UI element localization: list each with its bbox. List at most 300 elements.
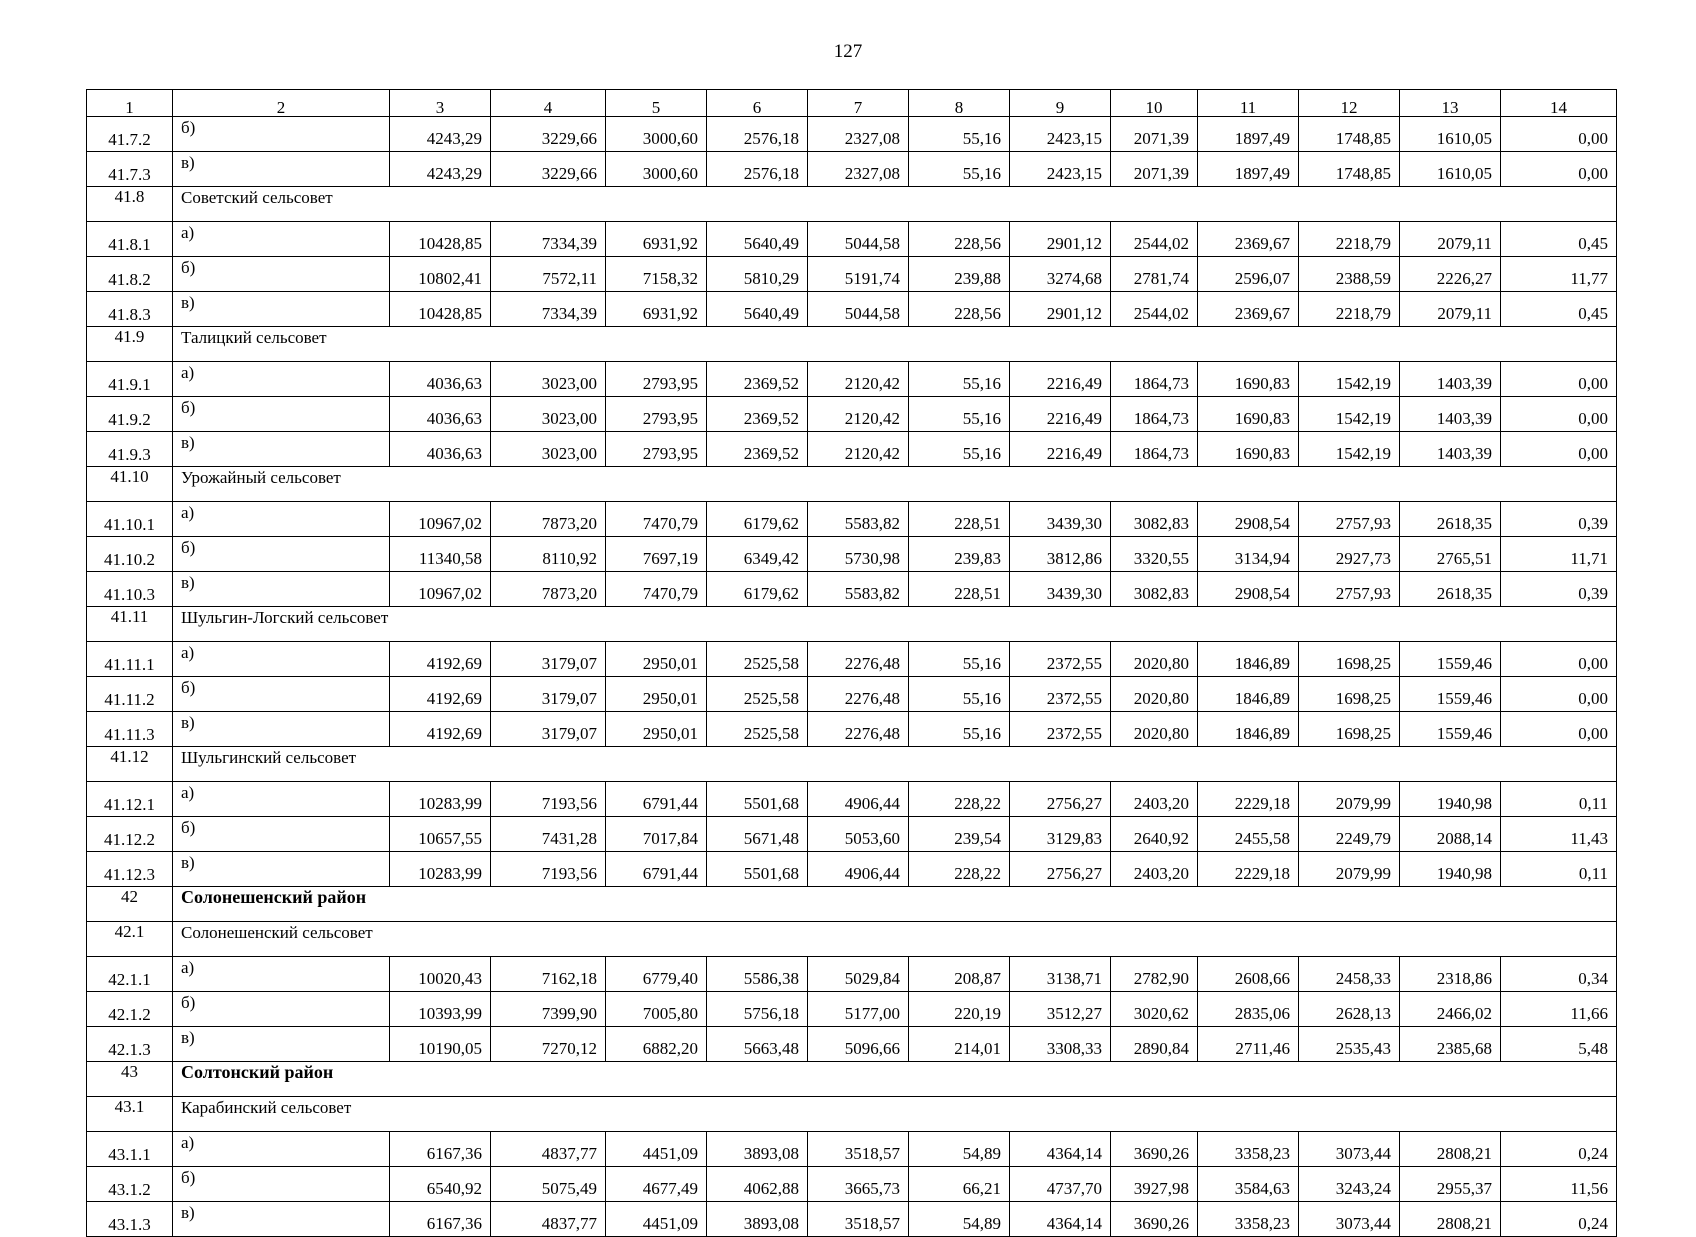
value-cell: 2369,52: [707, 397, 808, 432]
value-cell: 3179,07: [491, 712, 606, 747]
value-cell: 4243,29: [390, 152, 491, 187]
value-cell: 1403,39: [1400, 362, 1501, 397]
value-cell: 10190,05: [390, 1027, 491, 1062]
value-cell: 2901,12: [1010, 222, 1111, 257]
council-title: Советский сельсовет: [173, 187, 1617, 222]
table-row: [87, 292, 1617, 327]
column-header: 9: [1010, 90, 1111, 117]
value-cell: 2950,01: [606, 642, 707, 677]
value-cell: 2369,67: [1198, 222, 1299, 257]
table-row: [87, 1027, 1617, 1062]
value-cell: 7873,20: [491, 572, 606, 607]
value-cell: 3073,44: [1299, 1132, 1400, 1167]
council-row: [87, 327, 1617, 362]
value-cell: 2120,42: [808, 362, 909, 397]
value-cell: 6179,62: [707, 502, 808, 537]
value-cell: 4451,09: [606, 1202, 707, 1237]
value-cell: 3134,94: [1198, 537, 1299, 572]
value-cell: 239,83: [909, 537, 1010, 572]
value-cell: 5,48: [1501, 1027, 1617, 1062]
value-cell: 2908,54: [1198, 572, 1299, 607]
table-row: [87, 817, 1617, 852]
value-cell: 5053,60: [808, 817, 909, 852]
value-cell: 2835,06: [1198, 992, 1299, 1027]
value-cell: 2927,73: [1299, 537, 1400, 572]
row-code: 41.11: [87, 607, 173, 642]
value-cell: 7193,56: [491, 782, 606, 817]
value-cell: 1864,73: [1111, 432, 1198, 467]
value-cell: 10283,99: [390, 782, 491, 817]
value-cell: 11,71: [1501, 537, 1617, 572]
value-cell: 6167,36: [390, 1202, 491, 1237]
value-cell: 11,43: [1501, 817, 1617, 852]
table-row: [87, 677, 1617, 712]
value-cell: 2908,54: [1198, 502, 1299, 537]
column-header: 10: [1111, 90, 1198, 117]
value-cell: 4364,14: [1010, 1202, 1111, 1237]
value-cell: 7193,56: [491, 852, 606, 887]
value-cell: 2525,58: [707, 677, 808, 712]
value-cell: 1698,25: [1299, 712, 1400, 747]
value-cell: 5640,49: [707, 292, 808, 327]
row-code: 43.1.1: [87, 1132, 173, 1167]
value-cell: 10657,55: [390, 817, 491, 852]
value-cell: 2423,15: [1010, 117, 1111, 152]
value-cell: 2544,02: [1111, 292, 1198, 327]
value-cell: 4036,63: [390, 397, 491, 432]
district-row: [87, 887, 1617, 922]
value-cell: 2120,42: [808, 432, 909, 467]
row-code: 43.1.2: [87, 1167, 173, 1202]
value-cell: 1610,05: [1400, 152, 1501, 187]
value-cell: 3439,30: [1010, 572, 1111, 607]
header-row: [87, 90, 1617, 117]
value-cell: 3927,98: [1111, 1167, 1198, 1202]
council-row: [87, 747, 1617, 782]
value-cell: 228,22: [909, 782, 1010, 817]
value-cell: 2793,95: [606, 397, 707, 432]
value-cell: 2020,80: [1111, 642, 1198, 677]
council-row: [87, 467, 1617, 502]
value-cell: 5075,49: [491, 1167, 606, 1202]
value-cell: 3229,66: [491, 152, 606, 187]
value-cell: 10428,85: [390, 222, 491, 257]
value-cell: 1864,73: [1111, 397, 1198, 432]
row-label: а): [173, 957, 390, 992]
value-cell: 5810,29: [707, 257, 808, 292]
column-header: 14: [1501, 90, 1617, 117]
value-cell: 2216,49: [1010, 397, 1111, 432]
value-cell: 5501,68: [707, 782, 808, 817]
value-cell: 2079,11: [1400, 222, 1501, 257]
table-row: [87, 257, 1617, 292]
value-cell: 2216,49: [1010, 362, 1111, 397]
row-code: 41.9.2: [87, 397, 173, 432]
value-cell: 2640,92: [1111, 817, 1198, 852]
value-cell: 3023,00: [491, 362, 606, 397]
value-cell: 2596,07: [1198, 257, 1299, 292]
council-title: Урожайный сельсовет: [173, 467, 1617, 502]
value-cell: 1559,46: [1400, 642, 1501, 677]
value-cell: 11,56: [1501, 1167, 1617, 1202]
value-cell: 2756,27: [1010, 852, 1111, 887]
council-title: Шульгин-Логский сельсовет: [173, 607, 1617, 642]
district-title: Солонешенский район: [173, 887, 1617, 922]
row-code: 41.8.1: [87, 222, 173, 257]
value-cell: 2327,08: [808, 152, 909, 187]
column-header: 1: [87, 90, 173, 117]
value-cell: 7005,80: [606, 992, 707, 1027]
value-cell: 2901,12: [1010, 292, 1111, 327]
value-cell: 2229,18: [1198, 782, 1299, 817]
council-title: Талицкий сельсовет: [173, 327, 1617, 362]
value-cell: 55,16: [909, 677, 1010, 712]
value-cell: 228,56: [909, 292, 1010, 327]
value-cell: 2020,80: [1111, 677, 1198, 712]
value-cell: 7158,32: [606, 257, 707, 292]
value-cell: 3082,83: [1111, 502, 1198, 537]
value-cell: 2218,79: [1299, 222, 1400, 257]
value-cell: 2079,99: [1299, 852, 1400, 887]
column-header: 13: [1400, 90, 1501, 117]
value-cell: 2955,37: [1400, 1167, 1501, 1202]
value-cell: 3690,26: [1111, 1202, 1198, 1237]
value-cell: 4364,14: [1010, 1132, 1111, 1167]
value-cell: 10020,43: [390, 957, 491, 992]
row-code: 42: [87, 887, 173, 922]
value-cell: 4837,77: [491, 1202, 606, 1237]
row-label: б): [173, 992, 390, 1027]
row-label: а): [173, 222, 390, 257]
value-cell: 6179,62: [707, 572, 808, 607]
value-cell: 10283,99: [390, 852, 491, 887]
table-row: [87, 152, 1617, 187]
value-cell: 2372,55: [1010, 677, 1111, 712]
value-cell: 214,01: [909, 1027, 1010, 1062]
row-label: б): [173, 117, 390, 152]
value-cell: 1864,73: [1111, 362, 1198, 397]
value-cell: 6882,20: [606, 1027, 707, 1062]
value-cell: 3000,60: [606, 152, 707, 187]
table-row: [87, 362, 1617, 397]
value-cell: 3812,86: [1010, 537, 1111, 572]
value-cell: 2369,67: [1198, 292, 1299, 327]
value-cell: 3320,55: [1111, 537, 1198, 572]
value-cell: 2120,42: [808, 397, 909, 432]
value-cell: 2276,48: [808, 712, 909, 747]
value-cell: 1610,05: [1400, 117, 1501, 152]
value-cell: 2226,27: [1400, 257, 1501, 292]
value-cell: 4243,29: [390, 117, 491, 152]
value-cell: 0,39: [1501, 502, 1617, 537]
value-cell: 10802,41: [390, 257, 491, 292]
value-cell: 1690,83: [1198, 432, 1299, 467]
value-cell: 2079,99: [1299, 782, 1400, 817]
value-cell: 7470,79: [606, 572, 707, 607]
value-cell: 2608,66: [1198, 957, 1299, 992]
table-row: [87, 1167, 1617, 1202]
value-cell: 1559,46: [1400, 677, 1501, 712]
value-cell: 1846,89: [1198, 642, 1299, 677]
value-cell: 66,21: [909, 1167, 1010, 1202]
value-cell: 1698,25: [1299, 642, 1400, 677]
column-header: 3: [390, 90, 491, 117]
value-cell: 1846,89: [1198, 712, 1299, 747]
column-header: 7: [808, 90, 909, 117]
value-cell: 6779,40: [606, 957, 707, 992]
value-cell: 2525,58: [707, 642, 808, 677]
value-cell: 228,51: [909, 572, 1010, 607]
value-cell: 2765,51: [1400, 537, 1501, 572]
value-cell: 7431,28: [491, 817, 606, 852]
value-cell: 208,87: [909, 957, 1010, 992]
row-label: б): [173, 817, 390, 852]
table-row: [87, 782, 1617, 817]
value-cell: 55,16: [909, 712, 1010, 747]
row-code: 41.11.3: [87, 712, 173, 747]
value-cell: 10393,99: [390, 992, 491, 1027]
row-code: 41.10.3: [87, 572, 173, 607]
value-cell: 2781,74: [1111, 257, 1198, 292]
value-cell: 4906,44: [808, 852, 909, 887]
value-cell: 5671,48: [707, 817, 808, 852]
value-cell: 4036,63: [390, 362, 491, 397]
value-cell: 2890,84: [1111, 1027, 1198, 1062]
page-number: 127: [833, 41, 863, 62]
value-cell: 0,45: [1501, 222, 1617, 257]
column-header: 2: [173, 90, 390, 117]
row-code: 42.1.1: [87, 957, 173, 992]
value-cell: 3518,57: [808, 1202, 909, 1237]
council-row: [87, 1097, 1617, 1132]
value-cell: 0,45: [1501, 292, 1617, 327]
value-cell: 2079,11: [1400, 292, 1501, 327]
value-cell: 0,39: [1501, 572, 1617, 607]
value-cell: 1542,19: [1299, 362, 1400, 397]
row-code: 41.9: [87, 327, 173, 362]
value-cell: 2576,18: [707, 117, 808, 152]
row-label: в): [173, 712, 390, 747]
value-cell: 2388,59: [1299, 257, 1400, 292]
value-cell: 54,89: [909, 1132, 1010, 1167]
value-cell: 2458,33: [1299, 957, 1400, 992]
row-label: а): [173, 642, 390, 677]
value-cell: 3073,44: [1299, 1202, 1400, 1237]
value-cell: 3584,63: [1198, 1167, 1299, 1202]
table-row: [87, 992, 1617, 1027]
value-cell: 2544,02: [1111, 222, 1198, 257]
value-cell: 1846,89: [1198, 677, 1299, 712]
value-cell: 55,16: [909, 397, 1010, 432]
table-row: [87, 432, 1617, 467]
tariff-table: [86, 89, 1617, 1237]
row-label: б): [173, 537, 390, 572]
value-cell: 2535,43: [1299, 1027, 1400, 1062]
value-cell: 3023,00: [491, 432, 606, 467]
row-code: 41.9.3: [87, 432, 173, 467]
row-code: 41.10.2: [87, 537, 173, 572]
value-cell: 55,16: [909, 117, 1010, 152]
value-cell: 2808,21: [1400, 1202, 1501, 1237]
value-cell: 4737,70: [1010, 1167, 1111, 1202]
value-cell: 2276,48: [808, 642, 909, 677]
value-cell: 220,19: [909, 992, 1010, 1027]
row-label: в): [173, 852, 390, 887]
value-cell: 7017,84: [606, 817, 707, 852]
value-cell: 6167,36: [390, 1132, 491, 1167]
row-code: 41.12.2: [87, 817, 173, 852]
council-row: [87, 922, 1617, 957]
value-cell: 0,00: [1501, 152, 1617, 187]
value-cell: 0,00: [1501, 677, 1617, 712]
row-label: б): [173, 677, 390, 712]
value-cell: 0,00: [1501, 397, 1617, 432]
table-row: [87, 1132, 1617, 1167]
value-cell: 2793,95: [606, 362, 707, 397]
value-cell: 2782,90: [1111, 957, 1198, 992]
value-cell: 1698,25: [1299, 677, 1400, 712]
value-cell: 55,16: [909, 362, 1010, 397]
value-cell: 4192,69: [390, 642, 491, 677]
column-header: 12: [1299, 90, 1400, 117]
table-row: [87, 572, 1617, 607]
row-code: 41.10.1: [87, 502, 173, 537]
value-cell: 2618,35: [1400, 572, 1501, 607]
table-row: [87, 957, 1617, 992]
value-cell: 3020,62: [1111, 992, 1198, 1027]
table-row: [87, 397, 1617, 432]
row-code: 41.9.1: [87, 362, 173, 397]
row-code: 41.12: [87, 747, 173, 782]
value-cell: 4192,69: [390, 677, 491, 712]
value-cell: 3129,83: [1010, 817, 1111, 852]
value-cell: 2950,01: [606, 712, 707, 747]
value-cell: 0,34: [1501, 957, 1617, 992]
value-cell: 2576,18: [707, 152, 808, 187]
value-cell: 228,56: [909, 222, 1010, 257]
value-cell: 1690,83: [1198, 362, 1299, 397]
value-cell: 228,51: [909, 502, 1010, 537]
value-cell: 2757,93: [1299, 502, 1400, 537]
table-row: [87, 502, 1617, 537]
value-cell: 0,24: [1501, 1202, 1617, 1237]
value-cell: 5663,48: [707, 1027, 808, 1062]
row-code: 41.8.3: [87, 292, 173, 327]
row-code: 41.11.2: [87, 677, 173, 712]
column-header: 8: [909, 90, 1010, 117]
value-cell: 1542,19: [1299, 397, 1400, 432]
value-cell: 6931,92: [606, 292, 707, 327]
value-cell: 2249,79: [1299, 817, 1400, 852]
value-cell: 4062,88: [707, 1167, 808, 1202]
value-cell: 0,11: [1501, 852, 1617, 887]
value-cell: 3179,07: [491, 677, 606, 712]
value-cell: 2808,21: [1400, 1132, 1501, 1167]
value-cell: 2423,15: [1010, 152, 1111, 187]
value-cell: 1559,46: [1400, 712, 1501, 747]
value-cell: 3358,23: [1198, 1202, 1299, 1237]
value-cell: 7572,11: [491, 257, 606, 292]
table-row: [87, 852, 1617, 887]
value-cell: 0,00: [1501, 117, 1617, 152]
value-cell: 55,16: [909, 152, 1010, 187]
row-code: 41.12.3: [87, 852, 173, 887]
value-cell: 1897,49: [1198, 117, 1299, 152]
council-row: [87, 607, 1617, 642]
value-cell: 1542,19: [1299, 432, 1400, 467]
value-cell: 2216,49: [1010, 432, 1111, 467]
value-cell: 1690,83: [1198, 397, 1299, 432]
value-cell: 1403,39: [1400, 397, 1501, 432]
value-cell: 3138,71: [1010, 957, 1111, 992]
value-cell: 3000,60: [606, 117, 707, 152]
value-cell: 4192,69: [390, 712, 491, 747]
value-cell: 6349,42: [707, 537, 808, 572]
row-code: 41.11.1: [87, 642, 173, 677]
value-cell: 7697,19: [606, 537, 707, 572]
value-cell: 5096,66: [808, 1027, 909, 1062]
value-cell: 3690,26: [1111, 1132, 1198, 1167]
value-cell: 2628,13: [1299, 992, 1400, 1027]
value-cell: 0,00: [1501, 712, 1617, 747]
value-cell: 2020,80: [1111, 712, 1198, 747]
table-row: [87, 537, 1617, 572]
value-cell: 3358,23: [1198, 1132, 1299, 1167]
value-cell: 3274,68: [1010, 257, 1111, 292]
value-cell: 5756,18: [707, 992, 808, 1027]
row-code: 41.8: [87, 187, 173, 222]
value-cell: 0,00: [1501, 642, 1617, 677]
value-cell: 2793,95: [606, 432, 707, 467]
district-row: [87, 1062, 1617, 1097]
value-cell: 5501,68: [707, 852, 808, 887]
value-cell: 3179,07: [491, 642, 606, 677]
value-cell: 2403,20: [1111, 852, 1198, 887]
value-cell: 2403,20: [1111, 782, 1198, 817]
value-cell: 6791,44: [606, 852, 707, 887]
value-cell: 2088,14: [1400, 817, 1501, 852]
value-cell: 1940,98: [1400, 852, 1501, 887]
value-cell: 8110,92: [491, 537, 606, 572]
value-cell: 2071,39: [1111, 152, 1198, 187]
value-cell: 5583,82: [808, 572, 909, 607]
value-cell: 5730,98: [808, 537, 909, 572]
value-cell: 11,77: [1501, 257, 1617, 292]
value-cell: 5586,38: [707, 957, 808, 992]
council-title: Карабинский сельсовет: [173, 1097, 1617, 1132]
value-cell: 2757,93: [1299, 572, 1400, 607]
row-code: 41.7.3: [87, 152, 173, 187]
value-cell: 239,54: [909, 817, 1010, 852]
value-cell: 3518,57: [808, 1132, 909, 1167]
row-label: б): [173, 1167, 390, 1202]
value-cell: 7334,39: [491, 292, 606, 327]
table-row: [87, 222, 1617, 257]
value-cell: 4036,63: [390, 432, 491, 467]
value-cell: 4837,77: [491, 1132, 606, 1167]
value-cell: 1748,85: [1299, 152, 1400, 187]
value-cell: 11340,58: [390, 537, 491, 572]
value-cell: 2369,52: [707, 432, 808, 467]
value-cell: 2218,79: [1299, 292, 1400, 327]
value-cell: 239,88: [909, 257, 1010, 292]
value-cell: 2756,27: [1010, 782, 1111, 817]
value-cell: 2618,35: [1400, 502, 1501, 537]
row-label: б): [173, 257, 390, 292]
column-header: 5: [606, 90, 707, 117]
value-cell: 2327,08: [808, 117, 909, 152]
value-cell: 3229,66: [491, 117, 606, 152]
